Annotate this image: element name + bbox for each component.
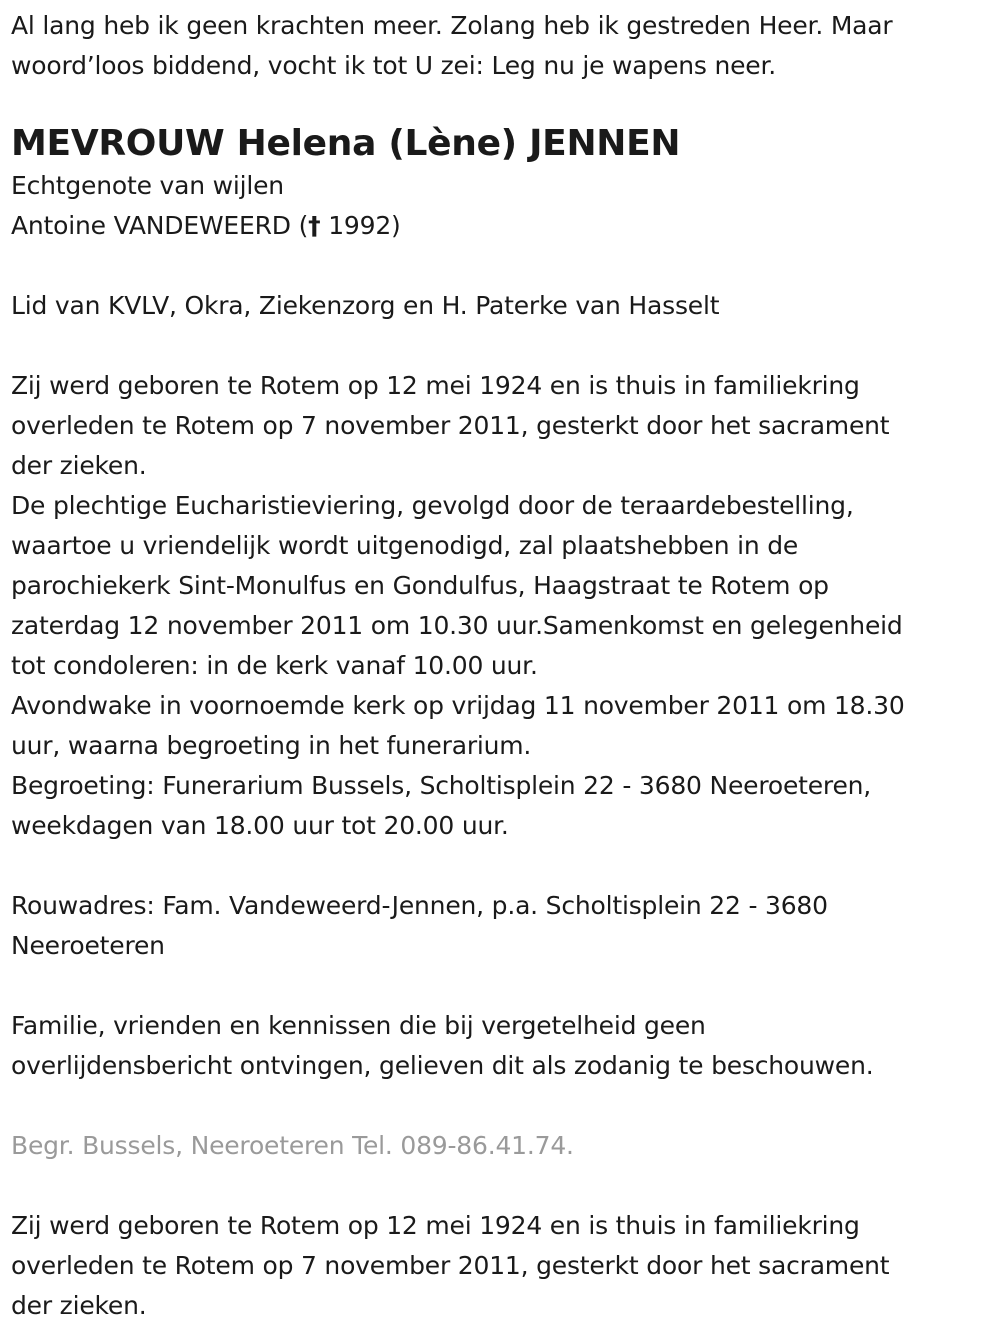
body-line: Begroeting: Funerarium Bussels, Scholtisplein 22 - 3680 Neeroeteren, [11, 771, 872, 800]
body-paragraph [11, 366, 986, 846]
body-line: Zij werd geboren te Rotem op 12 mei 1924 en is thuis in familiekring [11, 1211, 860, 1240]
spacer [11, 846, 986, 886]
spouse-name-line [11, 206, 986, 246]
notice-block [11, 1006, 986, 1086]
cross-icon: † [308, 211, 321, 240]
body-line: overleden te Rotem op 7 november 2011, gesterkt door het sacrament [11, 1251, 890, 1280]
body-line: Zij werd geboren te Rotem op 12 mei 1924 en is thuis in familiekring [11, 371, 860, 400]
poem-line: Al lang heb ik geen krachten meer. Zolang heb ik gestreden Heer. Maar [11, 11, 893, 40]
obituary-document [11, 6, 986, 1326]
membership-line: Lid van KVLV, Okra, Ziekenzorg en H. Paterke van Hasselt [11, 291, 720, 320]
address-block [11, 886, 986, 966]
body-line: zaterdag 12 november 2011 om 10.30 uur.Samenkomst en gelegenheid [11, 611, 903, 640]
spouse-block [11, 166, 986, 246]
spouse-death-year: 1992) [320, 211, 401, 240]
body-line: waartoe u vriendelijk wordt uitgenodigd, zal plaatshebben in de [11, 531, 799, 560]
spouse-intro: Echtgenote van wijlen [11, 171, 284, 200]
body-line: der zieken. [11, 451, 147, 480]
poem-block [11, 6, 986, 86]
funeral-home-credit: Begr. Bussels, Neeroeteren Tel. 089-86.41.74. [11, 1131, 574, 1160]
spouse-name: Antoine VANDEWEERD ( [11, 211, 309, 240]
notice-line: overlijdensbericht ontvingen, gelieven dit als zodanig te beschouwen. [11, 1051, 874, 1080]
notice-line: Familie, vrienden en kennissen die bij vergetelheid geen [11, 1011, 706, 1040]
body-line: Avondwake in voornoemde kerk op vrijdag 11 november 2011 om 18.30 [11, 691, 905, 720]
body-line: overleden te Rotem op 7 november 2011, gesterkt door het sacrament [11, 411, 890, 440]
body-line: der zieken. [11, 1291, 147, 1320]
repeated-paragraph [11, 1206, 986, 1326]
body-line: parochiekerk Sint-Monulfus en Gondulfus, Haagstraat te Rotem op [11, 571, 829, 600]
spacer [11, 1166, 986, 1206]
body-line: tot condoleren: in de kerk vanaf 10.00 uur. [11, 651, 538, 680]
spacer [11, 246, 986, 286]
address-line: Rouwadres: Fam. Vandeweerd-Jennen, p.a. Scholtisplein 22 - 3680 [11, 891, 828, 920]
body-line: weekdagen van 18.00 uur tot 20.00 uur. [11, 811, 509, 840]
poem-line: woord’loos biddend, vocht ik tot U zei: Leg nu je wapens neer. [11, 51, 777, 80]
spacer [11, 966, 986, 1006]
deceased-name: MEVROUW Helena (Lène) JENNEN [11, 123, 681, 164]
body-line: De plechtige Eucharistieviering, gevolgd door de teraardebestelling, [11, 491, 854, 520]
address-line: Neeroeteren [11, 931, 165, 960]
spacer [11, 1086, 986, 1126]
body-line: uur, waarna begroeting in het funerarium. [11, 731, 532, 760]
spacer [11, 326, 986, 366]
